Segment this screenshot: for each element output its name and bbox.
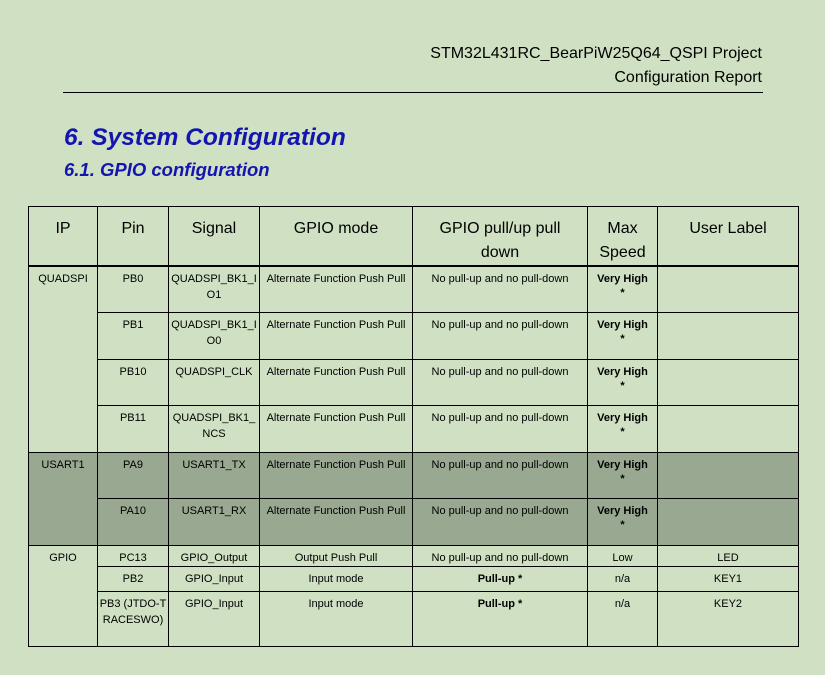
table-row bbox=[29, 406, 799, 453]
section-title: 6. System Configuration bbox=[64, 124, 346, 151]
ip-cell-usart1: USART1 bbox=[29, 452, 98, 545]
mode-cell: Alternate Function Push Pull bbox=[260, 359, 413, 406]
label-cell: KEY1 bbox=[658, 566, 799, 591]
report-header bbox=[430, 42, 762, 90]
col-header-pull: GPIO pull/up pull down bbox=[413, 207, 588, 267]
pull-cell: No pull-up and no pull-down bbox=[413, 545, 588, 566]
table-row bbox=[29, 566, 799, 591]
pin-cell: PB2 bbox=[98, 566, 169, 591]
signal-cell: GPIO_Input bbox=[169, 591, 260, 646]
table-row bbox=[29, 591, 799, 646]
mode-cell: Input mode bbox=[260, 591, 413, 646]
signal-cell: USART1_TX bbox=[169, 452, 260, 499]
table-row bbox=[29, 266, 799, 313]
label-cell bbox=[658, 499, 799, 546]
mode-cell: Alternate Function Push Pull bbox=[260, 313, 413, 360]
pull-cell: No pull-up and no pull-down bbox=[413, 499, 588, 546]
mode-cell: Alternate Function Push Pull bbox=[260, 452, 413, 499]
header-divider bbox=[63, 92, 763, 93]
speed-cell: Very High * bbox=[588, 499, 658, 546]
pull-cell: No pull-up and no pull-down bbox=[413, 359, 588, 406]
gpio-config-table bbox=[28, 206, 799, 647]
pull-cell: Pull-up * bbox=[413, 591, 588, 646]
report-subtitle: Configuration Report bbox=[614, 69, 762, 86]
ip-cell-gpio: GPIO bbox=[29, 545, 98, 646]
table-row bbox=[29, 545, 799, 566]
signal-cell: QUADSPI_BK1_IO1 bbox=[169, 266, 260, 313]
mode-cell: Alternate Function Push Pull bbox=[260, 266, 413, 313]
label-cell bbox=[658, 452, 799, 499]
speed-cell: Very High * bbox=[588, 452, 658, 499]
label-cell: LED bbox=[658, 545, 799, 566]
label-cell bbox=[658, 406, 799, 453]
col-header-gpio-mode: GPIO mode bbox=[260, 207, 413, 267]
pin-cell: PB11 bbox=[98, 406, 169, 453]
col-header-ip: IP bbox=[29, 207, 98, 267]
signal-cell: QUADSPI_BK1_NCS bbox=[169, 406, 260, 453]
label-cell bbox=[658, 313, 799, 360]
label-cell: KEY2 bbox=[658, 591, 799, 646]
ip-cell-quadspi: QUADSPI bbox=[29, 266, 98, 452]
pin-cell: PA9 bbox=[98, 452, 169, 499]
mode-cell: Output Push Pull bbox=[260, 545, 413, 566]
pull-cell: No pull-up and no pull-down bbox=[413, 452, 588, 499]
subsection-title: 6.1. GPIO configuration bbox=[64, 159, 270, 180]
project-title: STM32L431RC_BearPiW25Q64_QSPI Project bbox=[430, 45, 762, 62]
signal-cell: QUADSPI_CLK bbox=[169, 359, 260, 406]
mode-cell: Input mode bbox=[260, 566, 413, 591]
speed-cell: Very High * bbox=[588, 406, 658, 453]
speed-cell: Very High * bbox=[588, 359, 658, 406]
signal-cell: QUADSPI_BK1_IO0 bbox=[169, 313, 260, 360]
pin-cell: PB10 bbox=[98, 359, 169, 406]
col-header-max-speed: Max Speed bbox=[588, 207, 658, 267]
table-row bbox=[29, 313, 799, 360]
label-cell bbox=[658, 359, 799, 406]
pull-cell: No pull-up and no pull-down bbox=[413, 406, 588, 453]
table-row bbox=[29, 359, 799, 406]
signal-cell: GPIO_Output bbox=[169, 545, 260, 566]
pull-cell: No pull-up and no pull-down bbox=[413, 313, 588, 360]
mode-cell: Alternate Function Push Pull bbox=[260, 406, 413, 453]
pin-cell: PB1 bbox=[98, 313, 169, 360]
speed-cell: Low bbox=[588, 545, 658, 566]
pull-cell: Pull-up * bbox=[413, 566, 588, 591]
mode-cell: Alternate Function Push Pull bbox=[260, 499, 413, 546]
table-row bbox=[29, 499, 799, 546]
col-header-pin: Pin bbox=[98, 207, 169, 267]
signal-cell: USART1_RX bbox=[169, 499, 260, 546]
pull-cell: No pull-up and no pull-down bbox=[413, 266, 588, 313]
pin-cell: PB0 bbox=[98, 266, 169, 313]
pin-cell: PB3 (JTDO-TRACESWO) bbox=[98, 591, 169, 646]
col-header-signal: Signal bbox=[169, 207, 260, 267]
speed-cell: Very High * bbox=[588, 313, 658, 360]
speed-cell: n/a bbox=[588, 591, 658, 646]
signal-cell: GPIO_Input bbox=[169, 566, 260, 591]
table-header-row bbox=[29, 207, 799, 267]
speed-cell: Very High * bbox=[588, 266, 658, 313]
speed-cell: n/a bbox=[588, 566, 658, 591]
col-header-user-label: User Label bbox=[658, 207, 799, 267]
table-row bbox=[29, 452, 799, 499]
label-cell bbox=[658, 266, 799, 313]
pin-cell: PC13 bbox=[98, 545, 169, 566]
pin-cell: PA10 bbox=[98, 499, 169, 546]
